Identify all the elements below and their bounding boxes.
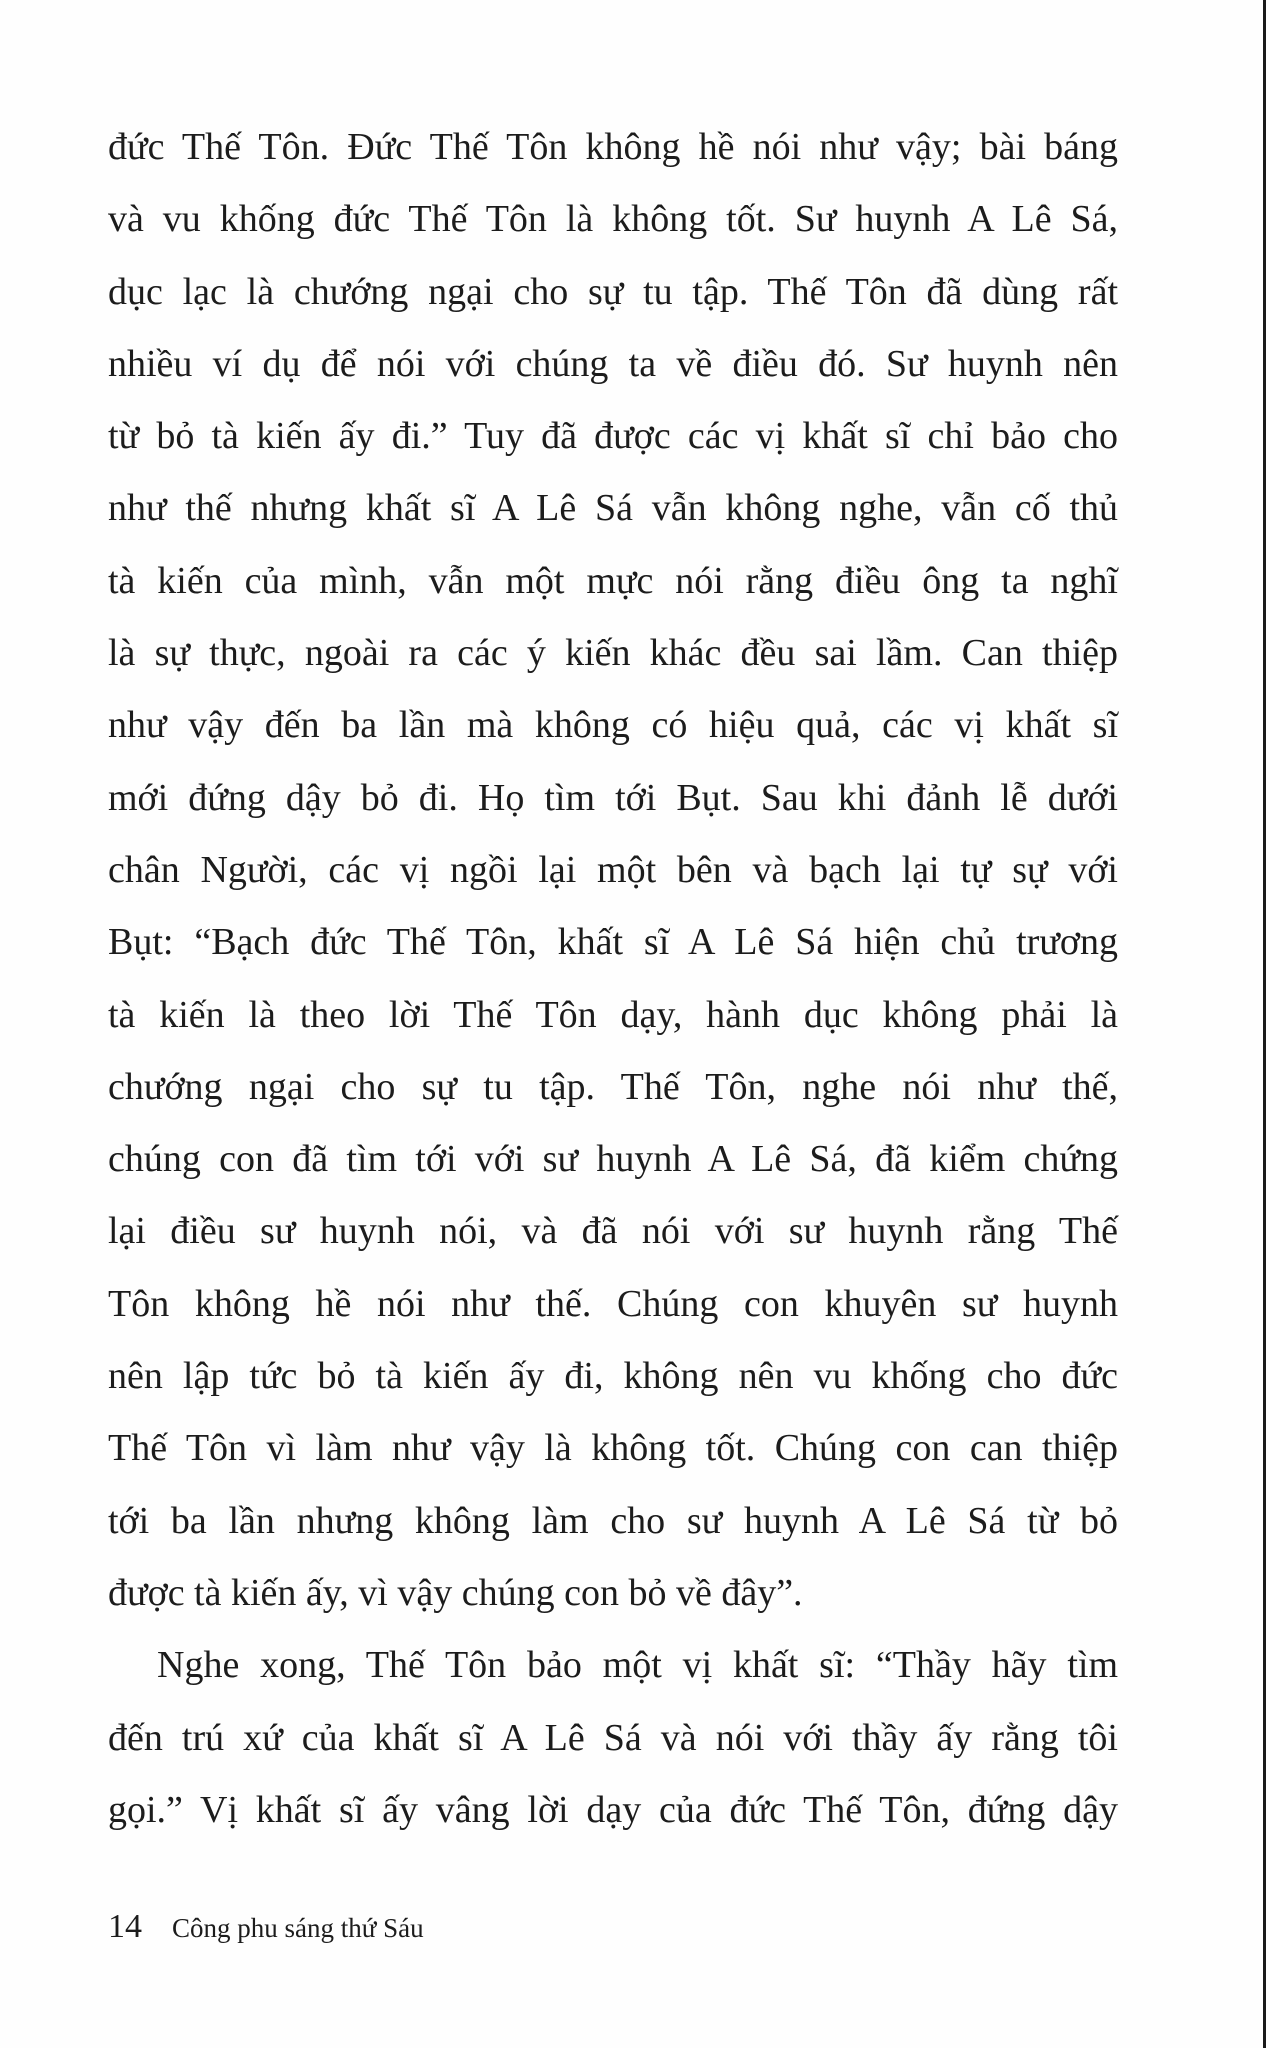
page-footer <box>108 1908 424 1946</box>
text-line: là sự thực, ngoài ra các ý kiến khác đều sai lầm. Can thiệp <box>108 632 1118 675</box>
text-line: như vậy đến ba lần mà không có hiệu quả, các vị khất sĩ <box>108 704 1118 747</box>
text-line: Bụt: “Bạch đức Thế Tôn, khất sĩ A Lê Sá hiện chủ trương <box>108 921 1118 964</box>
text-line: mới đứng dậy bỏ đi. Họ tìm tới Bụt. Sau khi đảnh lễ dưới <box>108 776 1118 819</box>
page-number: 14 <box>108 1908 142 1945</box>
text-line: chướng ngại cho sự tu tập. Thế Tôn, nghe nói như thế, <box>108 1065 1118 1108</box>
text-line: dục lạc là chướng ngại cho sự tu tập. Thế Tôn đã dùng rất <box>108 270 1118 313</box>
text-line: nên lập tức bỏ tà kiến ấy đi, không nên vu khống cho đức <box>108 1355 1118 1398</box>
text-line: tà kiến của mình, vẫn một mực nói rằng điều ông ta nghĩ <box>108 559 1118 602</box>
running-head: Công phu sáng thứ Sáu <box>172 1913 424 1943</box>
paragraph-start-line: Nghe xong, Thế Tôn bảo một vị khất sĩ: “Thầy hãy tìm <box>157 1644 1118 1687</box>
text-line: đức Thế Tôn. Đức Thế Tôn không hề nói như vậy; bài báng <box>108 126 1118 168</box>
text-line: và vu khống đức Thế Tôn là không tốt. Sư huynh A Lê Sá, <box>108 198 1118 241</box>
text-line: nhiều ví dụ để nói với chúng ta về điều đó. Sư huynh nên <box>108 342 1118 385</box>
text-line: như thế nhưng khất sĩ A Lê Sá vẫn không nghe, vẫn cố thủ <box>108 487 1118 530</box>
text-line: chúng con đã tìm tới với sư huynh A Lê Sá, đã kiểm chứng <box>108 1138 1118 1181</box>
text-line: từ bỏ tà kiến ấy đi.” Tuy đã được các vị khất sĩ chỉ bảo cho <box>108 415 1118 458</box>
text-line: Thế Tôn vì làm như vậy là không tốt. Chúng con can thiệp <box>108 1427 1118 1470</box>
text-line: lại điều sư huynh nói, và đã nói với sư huynh rằng Thế <box>108 1210 1118 1253</box>
text-line: đến trú xứ của khất sĩ A Lê Sá và nói với thầy ấy rằng tôi <box>108 1716 1118 1759</box>
text-line: chân Người, các vị ngồi lại một bên và bạch lại tự sự với <box>108 848 1118 891</box>
text-line: gọi.” Vị khất sĩ ấy vâng lời dạy của đức Thế Tôn, đứng dậy <box>108 1788 1118 1831</box>
text-line: tới ba lần nhưng không làm cho sư huynh A Lê Sá từ bỏ <box>108 1499 1118 1542</box>
text-line: tà kiến là theo lời Thế Tôn dạy, hành dục không phải là <box>108 993 1118 1036</box>
body-text <box>108 111 1118 1846</box>
text-line: Tôn không hề nói như thế. Chúng con khuyên sư huynh <box>108 1282 1118 1325</box>
paragraph-end-line: được tà kiến ấy, vì vậy chúng con bỏ về đây”. <box>108 1571 803 1614</box>
page-edge-border <box>1263 0 1266 2048</box>
